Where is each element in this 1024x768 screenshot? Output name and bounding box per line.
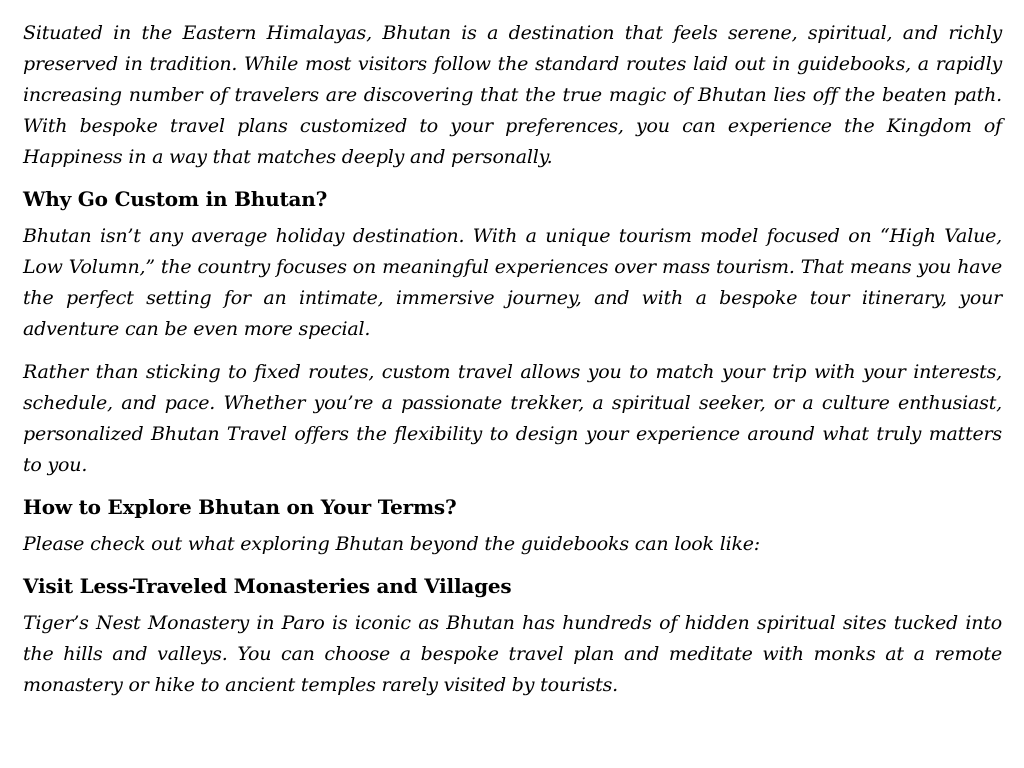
document-page	[23, 18, 1002, 713]
paragraph-why-custom-1: Bhutan isn’t any average holiday destination. With a unique tourism model focused on “High Value, Low Volumn,” the country focuses on meaningful experiences over mass tourism. That means you have the perfect setting for an intimate, immersive journey, and with a bespoke tour itinerary, your adventure can be even more special.	[23, 225, 1002, 340]
section-heading-why-custom: Why Go Custom in Bhutan?	[23, 187, 328, 211]
paragraph-why-custom-2: Rather than sticking to fixed routes, custom travel allows you to match your trip with your interests, schedule, and pace. Whether you’re a passionate trekker, a spiritual seeker, or a culture enthusiast, personalized Bhutan Travel offers the flexibility to design your experience around what truly matters to you.	[23, 361, 1002, 476]
paragraph-explore-1: Please check out what exploring Bhutan beyond the guidebooks can look like:	[23, 533, 761, 555]
intro-paragraph: Situated in the Eastern Himalayas, Bhutan is a destination that feels serene, spiritual, and richly preserved in tradition. While most visitors follow the standard routes laid out in guidebooks, a rapidly increasing number of travelers are discovering that the true magic of Bhutan lies off the beaten path. With bespoke travel plans customized to your preferences, you can experience the Kingdom of Happiness in a way that matches deeply and personally.	[23, 22, 1002, 168]
section-heading-explore: How to Explore Bhutan on Your Terms?	[23, 495, 457, 519]
section-heading-monasteries: Visit Less-Traveled Monasteries and Villages	[23, 574, 512, 598]
paragraph-monasteries-1: Tiger’s Nest Monastery in Paro is iconic as Bhutan has hundreds of hidden spiritual sites tucked into the hills and valleys. You can choose a bespoke travel plan and meditate with monks at a remote monastery or hike to ancient temples rarely visited by tourists.	[23, 612, 1002, 696]
